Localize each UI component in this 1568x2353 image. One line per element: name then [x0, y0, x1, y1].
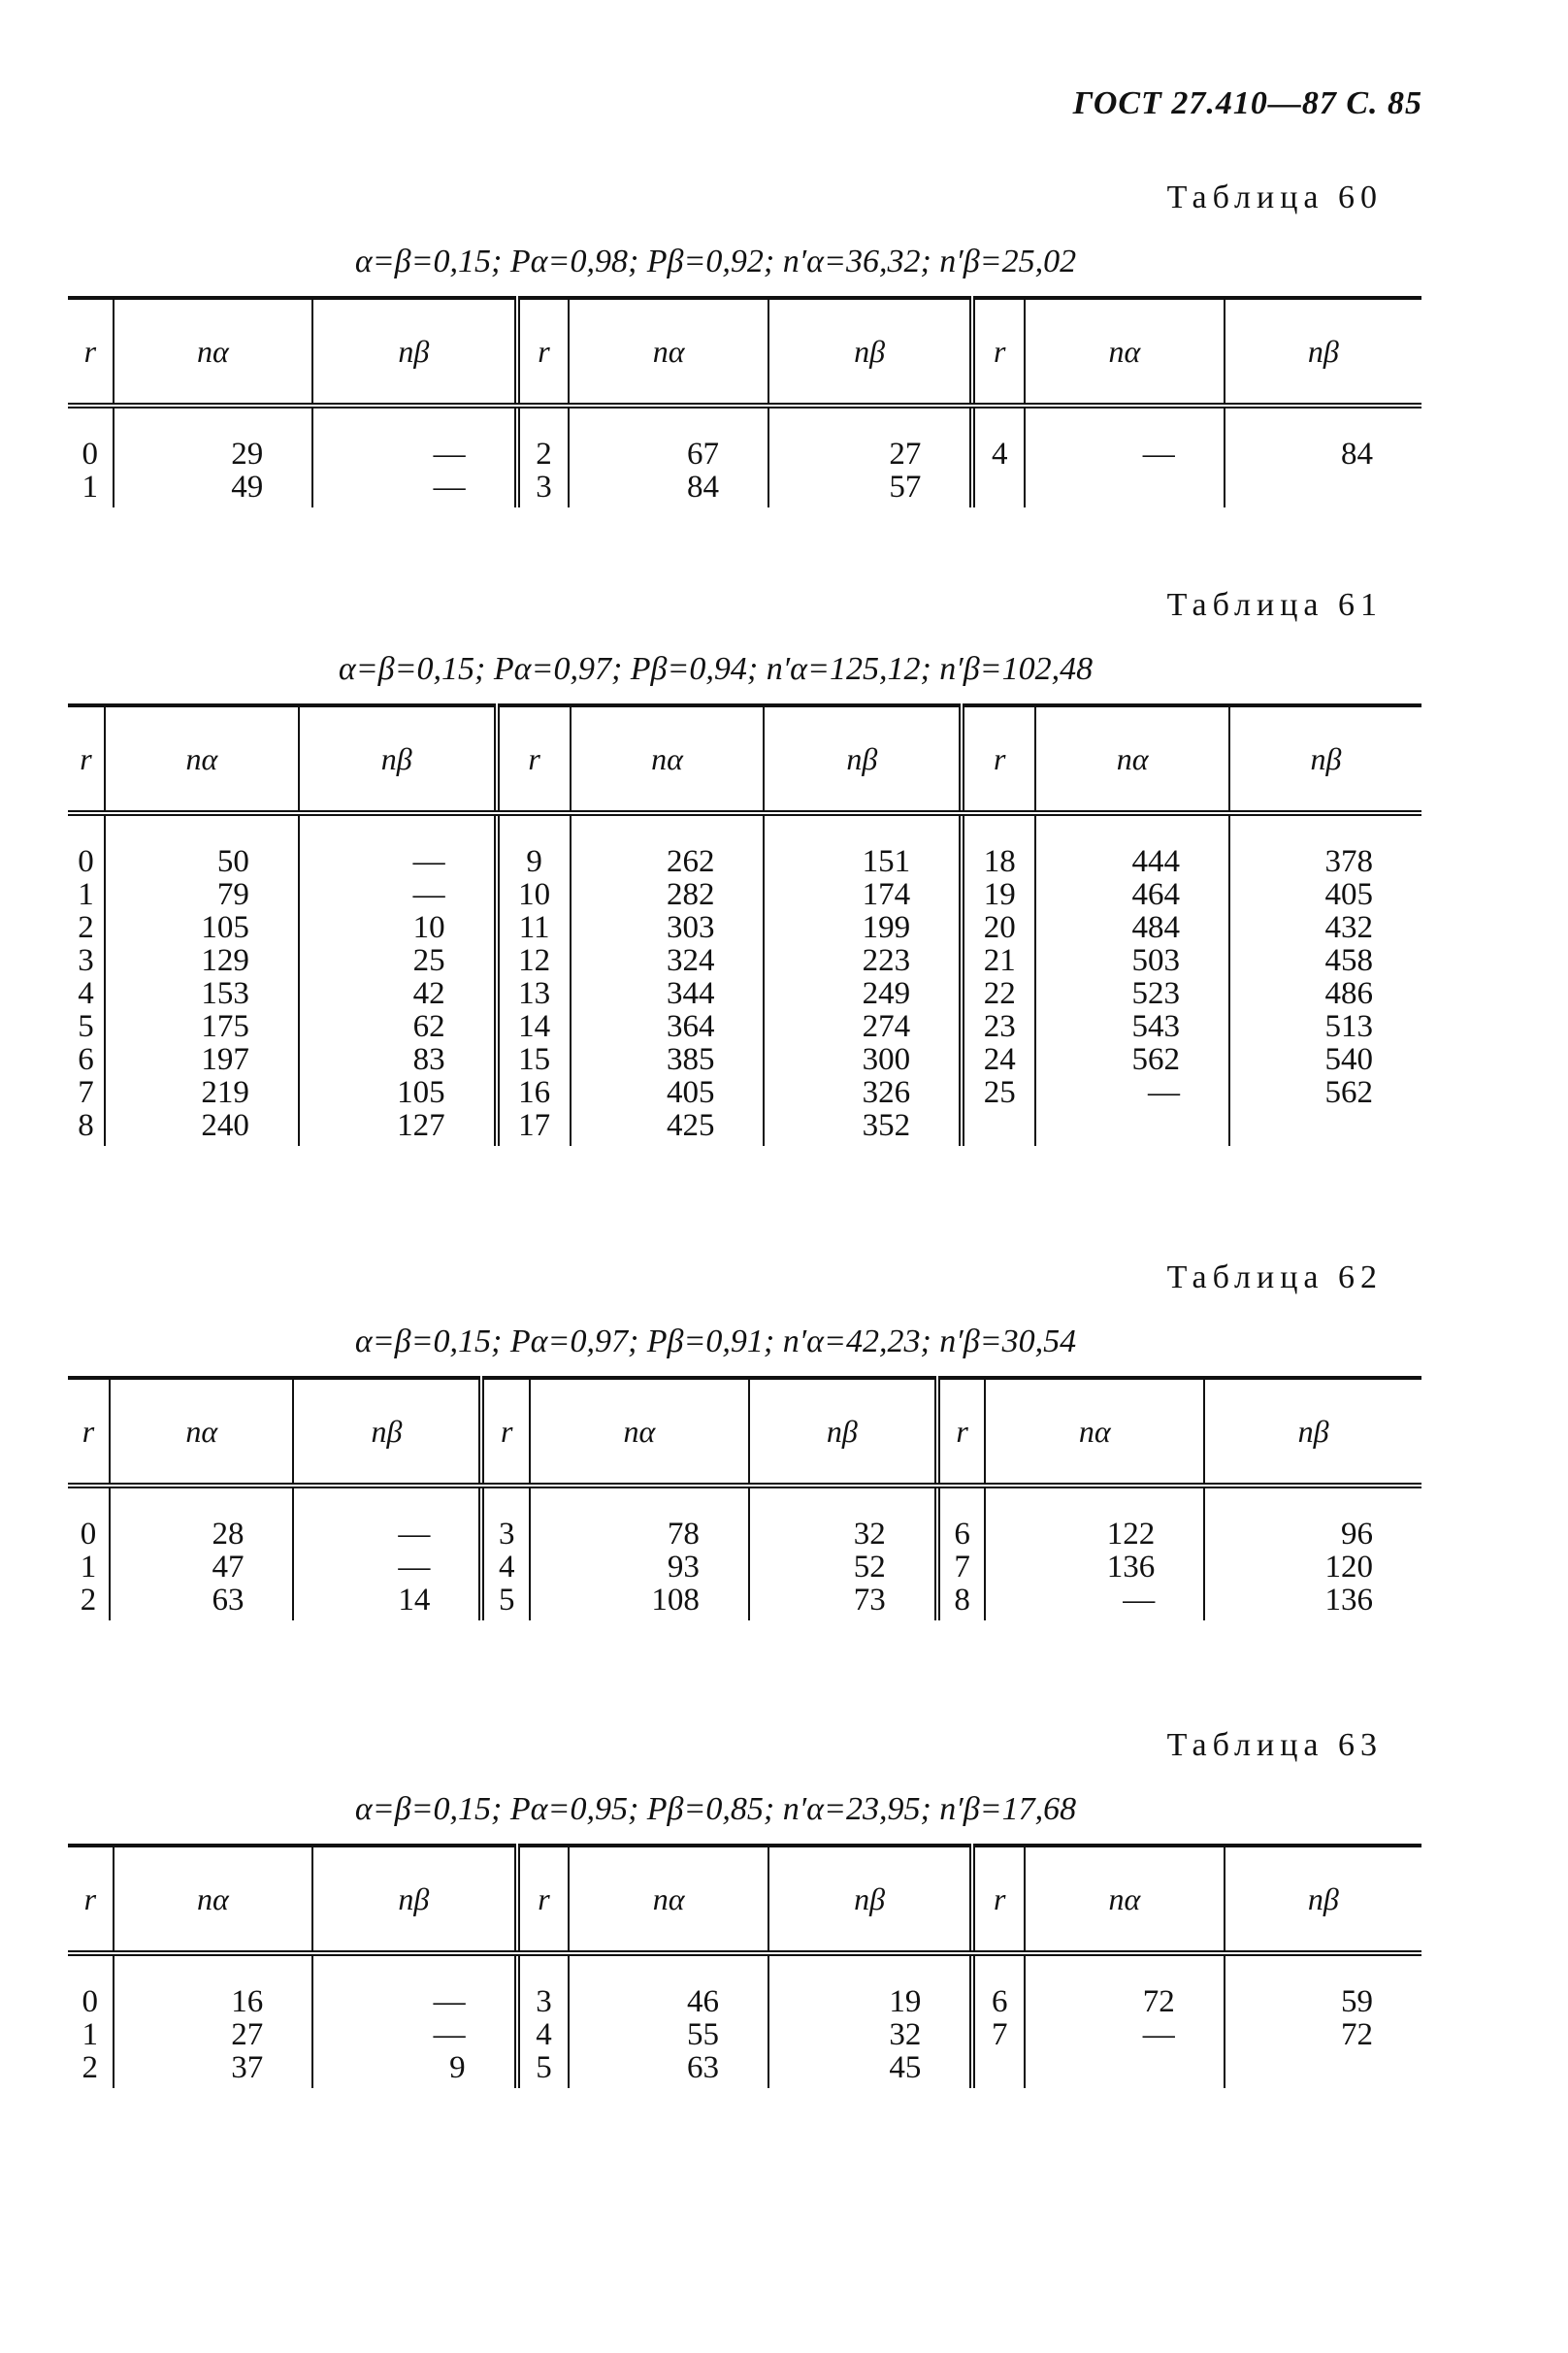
cell-value: 55 — [686, 2017, 719, 2052]
cell-value: 96 — [1341, 1517, 1373, 1552]
cell-value: 23 — [983, 1009, 1016, 1044]
cell-value: 15 — [518, 1042, 551, 1077]
cell-value: 8 — [954, 1583, 970, 1618]
cell-value: — — [433, 437, 466, 472]
cell-value: 562 — [1324, 1075, 1373, 1110]
table-cell — [1025, 1953, 1225, 2088]
column-header: r — [937, 1378, 986, 1486]
table-60-block — [68, 180, 1421, 507]
column-header: nα — [114, 298, 313, 406]
table-62-block — [68, 1259, 1421, 1620]
cell-value: 543 — [1131, 1009, 1181, 1044]
cell-value: — — [1123, 1583, 1156, 1618]
cell-value: 93 — [667, 1550, 700, 1585]
column-header: nβ — [768, 1846, 972, 1953]
column-header: r — [962, 705, 1035, 813]
column-header: nβ — [749, 1378, 937, 1486]
cell-value: 3 — [536, 1984, 552, 2019]
data-table — [68, 296, 1421, 507]
cell-value: 324 — [666, 943, 715, 978]
cell-value: 2 — [536, 437, 552, 472]
cell-value: 11 — [518, 910, 550, 945]
column-header: nα — [114, 1846, 313, 1953]
cell-value: 274 — [862, 1009, 911, 1044]
cell-value: 20 — [983, 910, 1016, 945]
cell-value: 22 — [983, 976, 1016, 1011]
column-header: nα — [105, 705, 299, 813]
table-cell — [569, 1953, 768, 2088]
cell-value: 84 — [1341, 437, 1373, 472]
cell-value: — — [412, 844, 445, 879]
column-header: r — [68, 1378, 110, 1486]
cell-value: 73 — [853, 1583, 886, 1618]
cell-value: 352 — [862, 1108, 911, 1143]
table-cell — [937, 1486, 986, 1620]
cell-value: 108 — [651, 1583, 700, 1618]
cell-value: 19 — [889, 1984, 922, 2019]
cell-value: 444 — [1131, 844, 1181, 879]
cell-value: 13 — [518, 976, 551, 1011]
cell-value: 219 — [201, 1075, 249, 1110]
column-header: nα — [569, 298, 768, 406]
cell-value: 562 — [1131, 1042, 1181, 1077]
table-cell — [768, 1953, 972, 2088]
table-cell — [569, 406, 768, 507]
cell-value: 59 — [1341, 1984, 1373, 2019]
cell-value: 7 — [991, 2017, 1008, 2052]
cell-value: 46 — [686, 1984, 719, 2019]
cell-value: 105 — [397, 1075, 445, 1110]
cell-value: 67 — [686, 437, 719, 472]
table-63-block — [68, 1727, 1421, 2088]
cell-value: — — [1142, 2017, 1175, 2052]
cell-value: 175 — [201, 1009, 249, 1044]
cell-value: 21 — [983, 943, 1016, 978]
cell-value: 151 — [862, 844, 911, 879]
cell-value: 197 — [201, 1042, 249, 1077]
cell-value: 486 — [1324, 976, 1373, 1011]
table-cell — [312, 1953, 516, 2088]
column-header: nβ — [299, 705, 497, 813]
table-caption: Таблица 62 — [1166, 1259, 1383, 1295]
table-cell — [68, 1486, 110, 1620]
cell-value: 174 — [862, 877, 911, 912]
cell-value: 223 — [862, 943, 911, 978]
table-cell — [972, 406, 1025, 507]
table-params: α=β=0,15; Pα=0,97; Pβ=0,91; n′α=42,23; n′β=30,54 — [354, 1324, 1077, 1359]
cell-value: 72 — [1341, 2017, 1373, 2052]
cell-value: 199 — [862, 910, 911, 945]
cell-value: — — [398, 1517, 431, 1552]
cell-value: 385 — [666, 1042, 715, 1077]
table-cell — [1035, 813, 1229, 1146]
cell-value: — — [398, 1550, 431, 1585]
table-cell — [1225, 1953, 1421, 2088]
cell-value: 1 — [82, 470, 99, 505]
cell-value: 27 — [889, 437, 922, 472]
cell-value: 14 — [398, 1583, 431, 1618]
cell-value: 47 — [212, 1550, 245, 1585]
cell-value: 83 — [412, 1042, 445, 1077]
cell-value: — — [433, 2017, 466, 2052]
cell-value: 378 — [1324, 844, 1373, 879]
cell-value: 25 — [983, 1075, 1016, 1110]
cell-value: 7 — [954, 1550, 970, 1585]
page-header: ГОСТ 27.410—87 С. 85 — [1072, 85, 1422, 121]
cell-value: 0 — [82, 1984, 99, 2019]
column-header: nβ — [1229, 705, 1421, 813]
cell-value: 18 — [983, 844, 1016, 879]
table-cell — [768, 406, 972, 507]
table-cell — [530, 1486, 749, 1620]
cell-value: 78 — [667, 1517, 700, 1552]
cell-value: 303 — [666, 910, 715, 945]
cell-value: 127 — [397, 1108, 445, 1143]
cell-value: 405 — [666, 1075, 715, 1110]
cell-value: 4 — [78, 976, 94, 1011]
table-cell — [1229, 813, 1421, 1146]
column-header: nα — [110, 1378, 294, 1486]
cell-value: 2 — [80, 1583, 97, 1618]
cell-value: 32 — [853, 1517, 886, 1552]
column-header: nβ — [1225, 1846, 1421, 1953]
table-61-block — [68, 587, 1421, 1146]
cell-value: 282 — [666, 877, 715, 912]
table-cell — [312, 406, 516, 507]
cell-value: 63 — [212, 1583, 245, 1618]
cell-value: 4 — [536, 2017, 552, 2052]
cell-value: 326 — [862, 1075, 911, 1110]
data-table — [68, 1376, 1421, 1620]
cell-value: 12 — [518, 943, 551, 978]
cell-value: 19 — [983, 877, 1016, 912]
cell-value: 464 — [1131, 877, 1181, 912]
table-params: α=β=0,15; Pα=0,98; Pβ=0,92; n′α=36,32; n′β=25,02 — [354, 244, 1077, 279]
cell-value: 4 — [991, 437, 1008, 472]
column-header: nβ — [312, 298, 516, 406]
table-cell — [985, 1486, 1204, 1620]
cell-value: 3 — [78, 943, 94, 978]
cell-value: 120 — [1324, 1550, 1373, 1585]
table-cell — [481, 1486, 530, 1620]
table-cell — [114, 1953, 313, 2088]
cell-value: 16 — [231, 1984, 264, 2019]
column-header: nβ — [768, 298, 972, 406]
cell-value: 136 — [1106, 1550, 1156, 1585]
cell-value: 10 — [412, 910, 445, 945]
table-cell — [497, 813, 571, 1146]
cell-value: 0 — [78, 844, 94, 879]
table-cell — [299, 813, 497, 1146]
cell-value: 0 — [80, 1517, 97, 1552]
table-row — [68, 813, 1421, 1146]
cell-value: 3 — [498, 1517, 515, 1552]
table-cell — [764, 813, 962, 1146]
table-caption: Таблица 63 — [1166, 1727, 1383, 1763]
cell-value: 136 — [1324, 1583, 1373, 1618]
cell-value: 523 — [1131, 976, 1181, 1011]
column-header: nα — [985, 1378, 1204, 1486]
cell-value: 5 — [498, 1583, 515, 1618]
cell-value: 2 — [78, 910, 94, 945]
cell-value: 32 — [889, 2017, 922, 2052]
cell-value: 240 — [201, 1108, 249, 1143]
column-header: nβ — [312, 1846, 516, 1953]
cell-value: 6 — [991, 1984, 1008, 2019]
table-params: α=β=0,15; Pα=0,95; Pβ=0,85; n′α=23,95; n′β=17,68 — [354, 1791, 1077, 1827]
table-cell — [68, 406, 114, 507]
cell-value: 344 — [666, 976, 715, 1011]
table-cell — [972, 1953, 1025, 2088]
cell-value: 0 — [82, 437, 99, 472]
table-cell — [105, 813, 299, 1146]
column-header: r — [68, 705, 105, 813]
column-header: nα — [571, 705, 765, 813]
table-cell — [1225, 406, 1421, 507]
cell-value: — — [412, 877, 445, 912]
cell-value: 513 — [1324, 1009, 1373, 1044]
cell-value: 1 — [82, 2017, 99, 2052]
table-cell — [68, 1953, 114, 2088]
cell-value: 540 — [1324, 1042, 1373, 1077]
cell-value: 8 — [78, 1108, 94, 1143]
table-caption: Таблица 60 — [1166, 180, 1383, 215]
column-header: r — [517, 298, 570, 406]
cell-value: 24 — [983, 1042, 1016, 1077]
cell-value: 364 — [666, 1009, 715, 1044]
cell-value: — — [1148, 1075, 1181, 1110]
cell-value: 9 — [449, 2050, 466, 2085]
cell-value: — — [1142, 437, 1175, 472]
cell-value: 4 — [498, 1550, 515, 1585]
column-header: r — [972, 1846, 1025, 1953]
cell-value: 405 — [1324, 877, 1373, 912]
cell-value: 249 — [862, 976, 911, 1011]
cell-value: 27 — [231, 2017, 264, 2052]
table-cell — [114, 406, 313, 507]
cell-value: 57 — [889, 470, 922, 505]
cell-value: 10 — [518, 877, 551, 912]
cell-value: 7 — [78, 1075, 94, 1110]
table-cell — [517, 406, 570, 507]
table-cell — [962, 813, 1035, 1146]
table-row — [68, 1486, 1421, 1620]
cell-value: 1 — [80, 1550, 97, 1585]
table-cell — [571, 813, 765, 1146]
cell-value: 129 — [201, 943, 249, 978]
cell-value: 49 — [231, 470, 264, 505]
cell-value: 29 — [231, 437, 264, 472]
cell-value: 63 — [686, 2050, 719, 2085]
cell-value: 79 — [216, 877, 249, 912]
column-header: nα — [530, 1378, 749, 1486]
cell-value: 153 — [201, 976, 249, 1011]
cell-value: 503 — [1131, 943, 1181, 978]
column-header: r — [517, 1846, 570, 1953]
column-header: r — [68, 1846, 114, 1953]
column-header: nα — [1025, 1846, 1225, 1953]
cell-value: 17 — [518, 1108, 551, 1143]
table-cell — [1204, 1486, 1421, 1620]
cell-value: 45 — [889, 2050, 922, 2085]
cell-value: 458 — [1324, 943, 1373, 978]
table-row — [68, 406, 1421, 507]
column-header: r — [68, 298, 114, 406]
cell-value: 2 — [82, 2050, 99, 2085]
column-header: nβ — [293, 1378, 481, 1486]
column-header: nα — [1025, 298, 1225, 406]
cell-value: 28 — [212, 1517, 245, 1552]
table-cell — [517, 1953, 570, 2088]
column-header: nα — [569, 1846, 768, 1953]
cell-value: 14 — [518, 1009, 551, 1044]
cell-value: — — [433, 470, 466, 505]
cell-value: 5 — [536, 2050, 552, 2085]
cell-value: 484 — [1131, 910, 1181, 945]
column-header: nα — [1035, 705, 1229, 813]
table-caption: Таблица 61 — [1166, 587, 1383, 623]
cell-value: 432 — [1324, 910, 1373, 945]
table-row — [68, 1953, 1421, 2088]
column-header: r — [497, 705, 571, 813]
cell-value: 42 — [412, 976, 445, 1011]
cell-value: 300 — [862, 1042, 911, 1077]
cell-value: 37 — [231, 2050, 264, 2085]
cell-value: 6 — [78, 1042, 94, 1077]
data-table — [68, 703, 1421, 1146]
cell-value: 3 — [536, 470, 552, 505]
column-header: nβ — [1204, 1378, 1421, 1486]
cell-value: 16 — [518, 1075, 551, 1110]
cell-value: 122 — [1106, 1517, 1156, 1552]
cell-value: 25 — [412, 943, 445, 978]
data-table — [68, 1844, 1421, 2088]
table-cell — [293, 1486, 481, 1620]
cell-value: — — [433, 1984, 466, 2019]
cell-value: 50 — [216, 844, 249, 879]
cell-value: 1 — [78, 877, 94, 912]
table-params: α=β=0,15; Pα=0,97; Pβ=0,94; n′α=125,12; n′β=102,48 — [338, 651, 1094, 687]
cell-value: 62 — [412, 1009, 445, 1044]
cell-value: 425 — [666, 1108, 715, 1143]
column-header: r — [481, 1378, 530, 1486]
cell-value: 84 — [686, 470, 719, 505]
cell-value: 9 — [526, 844, 542, 879]
column-header: nβ — [764, 705, 962, 813]
column-header: r — [972, 298, 1025, 406]
column-header: nβ — [1225, 298, 1421, 406]
cell-value: 262 — [666, 844, 715, 879]
cell-value: 6 — [954, 1517, 970, 1552]
cell-value: 5 — [78, 1009, 94, 1044]
table-cell — [749, 1486, 937, 1620]
cell-value: 72 — [1142, 1984, 1175, 2019]
cell-value: 105 — [201, 910, 249, 945]
cell-value: 52 — [853, 1550, 886, 1585]
table-cell — [110, 1486, 294, 1620]
table-cell — [1025, 406, 1225, 507]
table-cell — [68, 813, 105, 1146]
